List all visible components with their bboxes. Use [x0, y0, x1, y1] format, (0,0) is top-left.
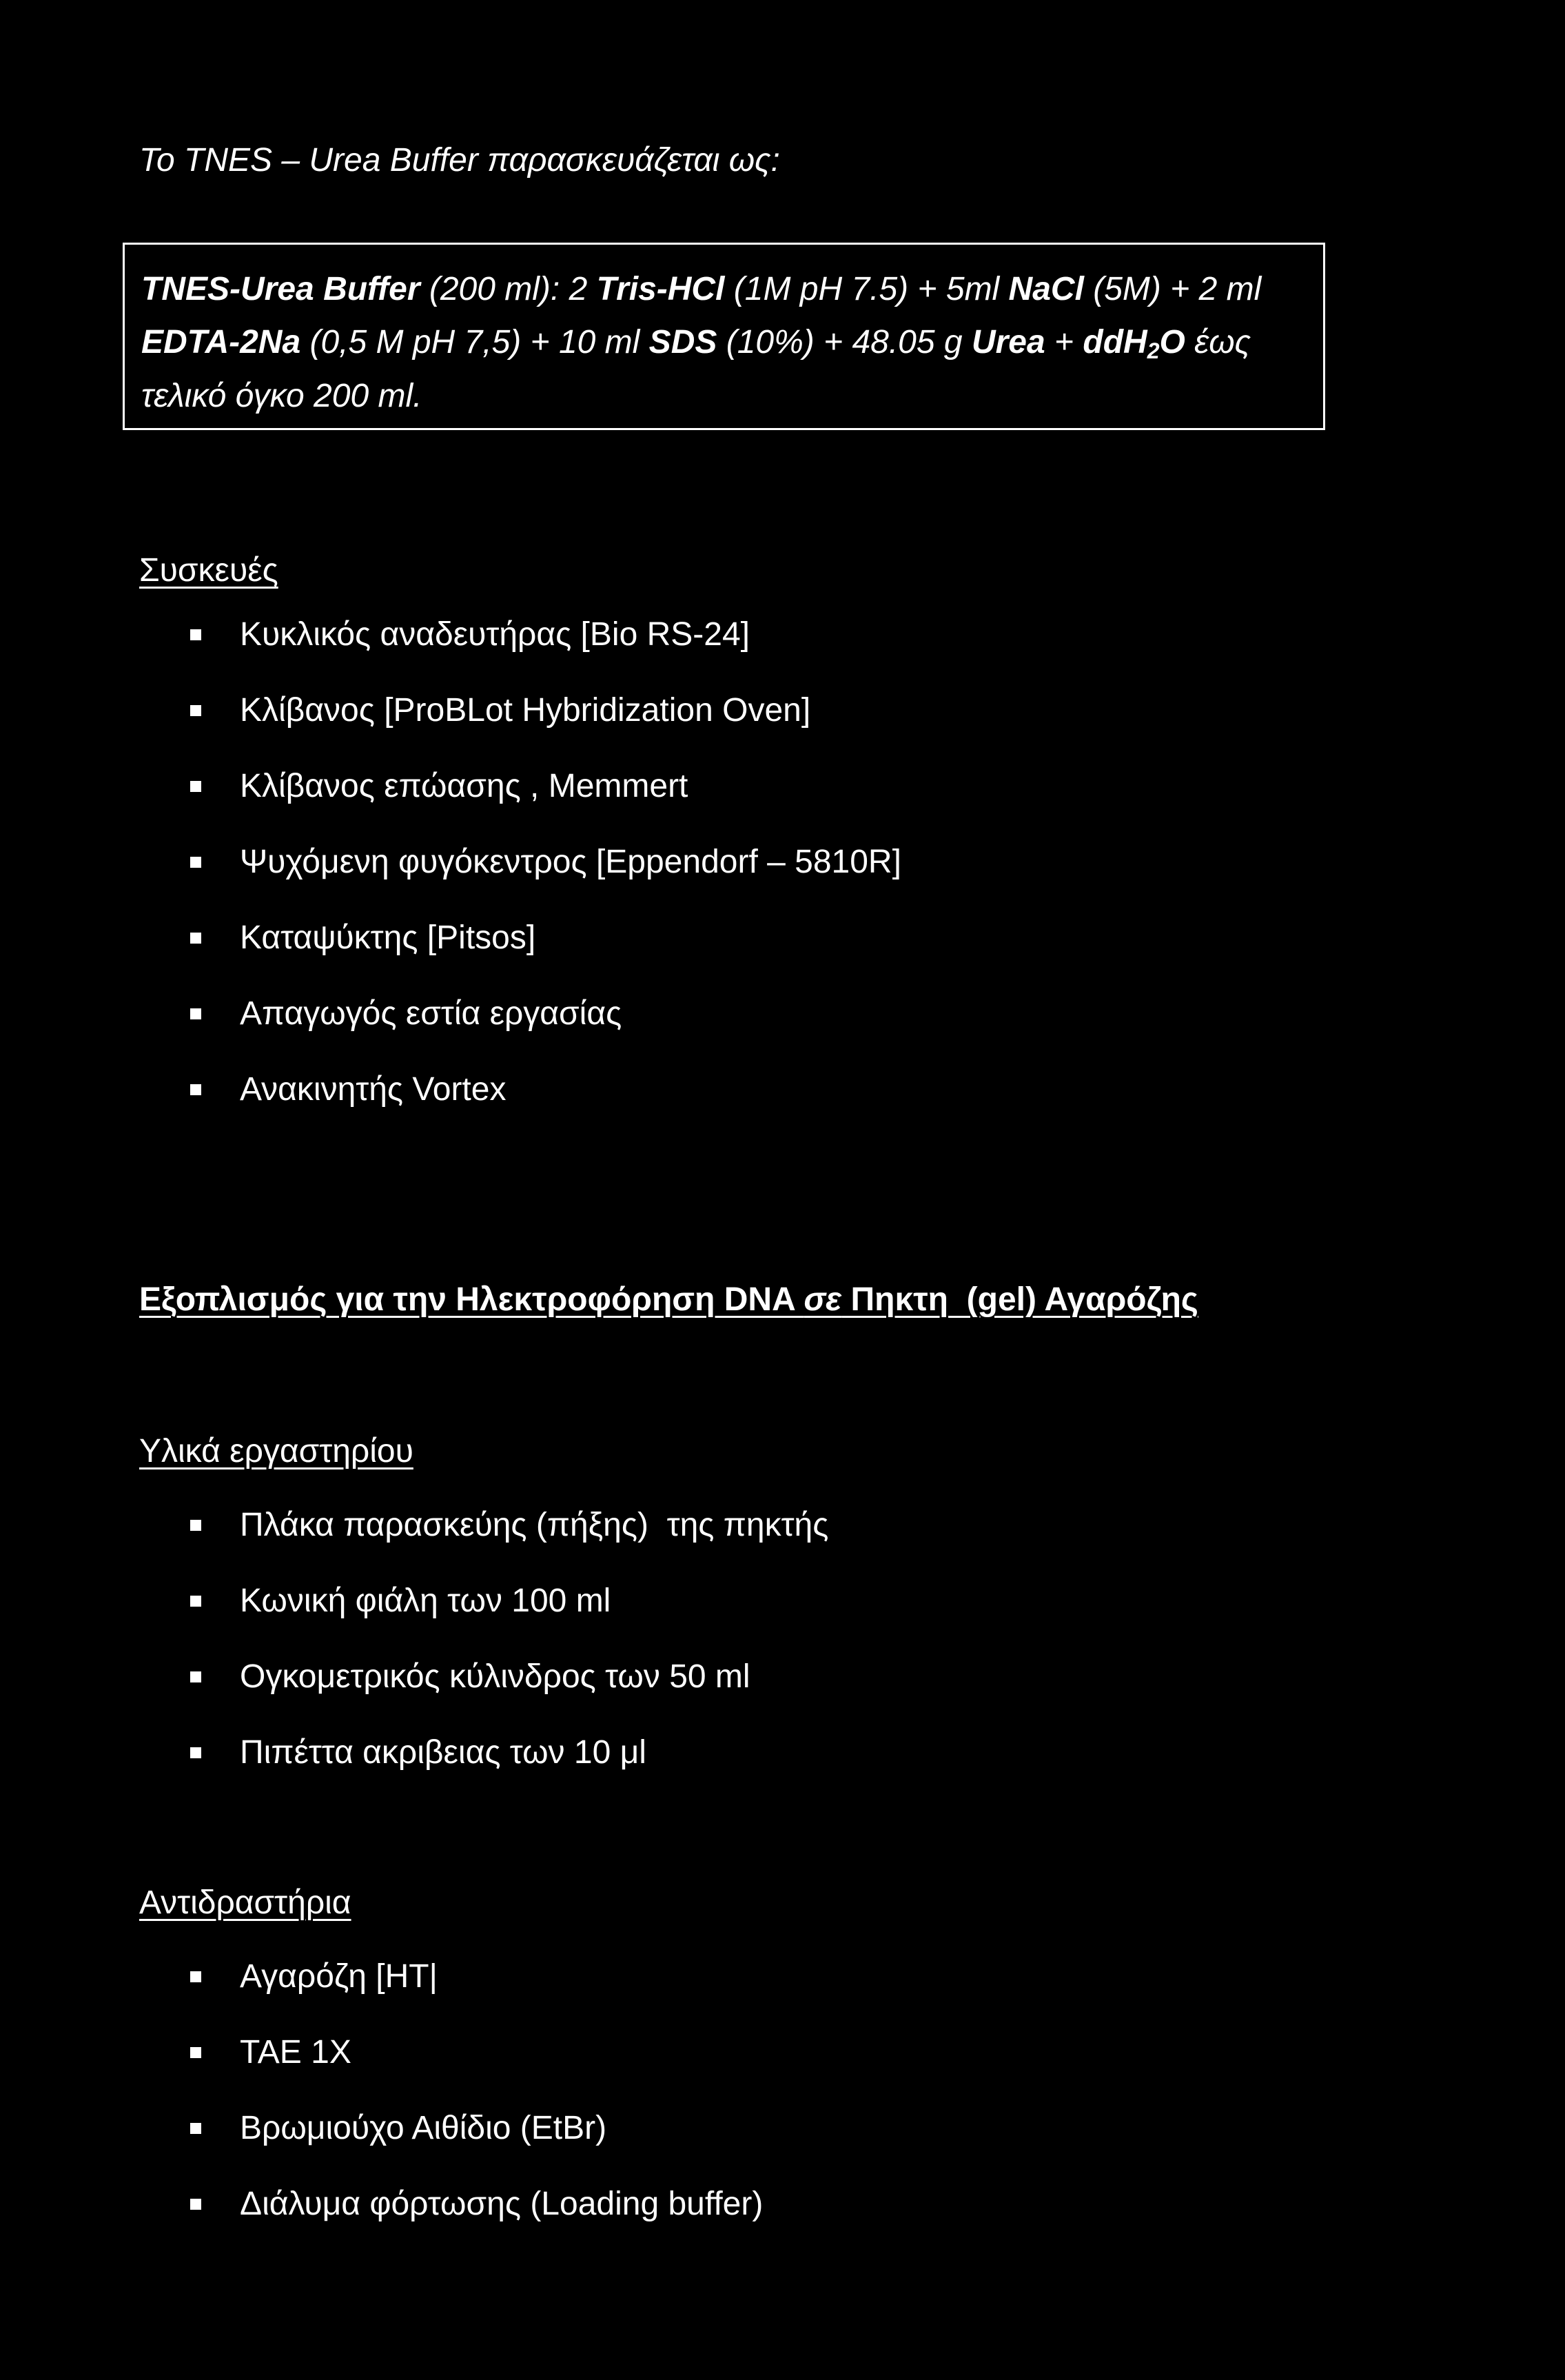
list-item: Ανακινητής Vortex [190, 1070, 506, 1108]
recipe-segment: (1M pH 7.5) + 5ml [724, 271, 1009, 307]
recipe-segment: O [1159, 324, 1185, 360]
recipe-segment: (5M) + 2 ml [1083, 271, 1262, 307]
section-title: Εξοπλισμός για την Ηλεκτροφόρηση DNA σε Πηκτη (gel) Αγαρόζης [139, 1281, 1198, 1318]
list-item: Διάλυμα φόρτωσης (Loading buffer) [190, 2185, 763, 2223]
recipe-segment: (10%) + 48.05 g [717, 324, 972, 360]
square-bullet-icon [190, 2047, 201, 2058]
square-bullet-icon [190, 2199, 201, 2210]
recipe-segment: EDTA-2Na [141, 324, 301, 360]
recipe-segment: Urea [971, 324, 1045, 360]
square-bullet-icon [190, 1747, 201, 1758]
recipe-segment: έως [1185, 324, 1251, 360]
list-item: Κλίβανος [ProBLot Hybridization Oven] [190, 691, 810, 729]
recipe-line-2 [141, 322, 1251, 372]
list-item: TAE 1X [190, 2033, 351, 2071]
list-item: Κλίβανος επώασης , Memmert [190, 767, 688, 805]
square-bullet-icon [190, 933, 201, 944]
square-bullet-icon [190, 1008, 201, 1019]
recipe-segment: NaCl [1008, 271, 1084, 307]
square-bullet-icon [190, 857, 201, 868]
square-bullet-icon [190, 2123, 201, 2134]
recipe-line-3: τελικό όγκο 200 ml. [141, 378, 422, 414]
intro-text: Το TNES – Urea Buffer παρασκευάζεται ως: [139, 142, 780, 179]
recipe-segment: Tris-HCl [596, 271, 725, 307]
recipe-segment: (200 ml): 2 [420, 271, 597, 307]
list-item: Αγαρόζη [HT| [190, 1957, 438, 1995]
reagents-heading: Αντιδραστήρια [139, 1884, 351, 1921]
list-item: Κωνική φιάλη των 100 ml [190, 1582, 611, 1620]
recipe-segment: SDS [648, 324, 717, 360]
recipe-line-1 [141, 269, 1261, 310]
list-item: Ογκομετρικός κύλινδρος των 50 ml [190, 1658, 750, 1696]
list-item: Ψυχόμενη φυγόκεντρος [Eppendorf – 5810R] [190, 843, 901, 881]
square-bullet-icon [190, 629, 201, 640]
square-bullet-icon [190, 1596, 201, 1607]
list-item: Βρωμιούχο Αιθίδιο (EtBr) [190, 2109, 606, 2147]
square-bullet-icon [190, 705, 201, 716]
list-item: Πλάκα παρασκεύης (πήξης) της πηκτής [190, 1506, 828, 1544]
square-bullet-icon [190, 1671, 201, 1682]
list-item: Καταψύκτης [Pitsos] [190, 919, 535, 957]
square-bullet-icon [190, 1971, 201, 1982]
recipe-segment: + [1045, 324, 1083, 360]
recipe-box [123, 243, 1325, 430]
square-bullet-icon [190, 1520, 201, 1531]
square-bullet-icon [190, 1084, 201, 1095]
lab-materials-heading: Υλικά εργαστηρίου [139, 1433, 413, 1469]
recipe-segment: 2 [1147, 338, 1160, 363]
recipe-segment: ddH [1083, 324, 1147, 360]
recipe-segment: TNES-Urea Buffer [141, 271, 420, 307]
recipe-segment: (0,5 M pH 7,5) + 10 ml [300, 324, 649, 360]
square-bullet-icon [190, 781, 201, 792]
equipment-heading: Συσκευές [139, 552, 278, 589]
list-item: Κυκλικός αναδευτήρας [Bio RS-24] [190, 616, 750, 653]
list-item: Πιπέττα ακριβειας των 10 μl [190, 1733, 646, 1771]
list-item: Απαγωγός εστία εργασίας [190, 995, 622, 1033]
